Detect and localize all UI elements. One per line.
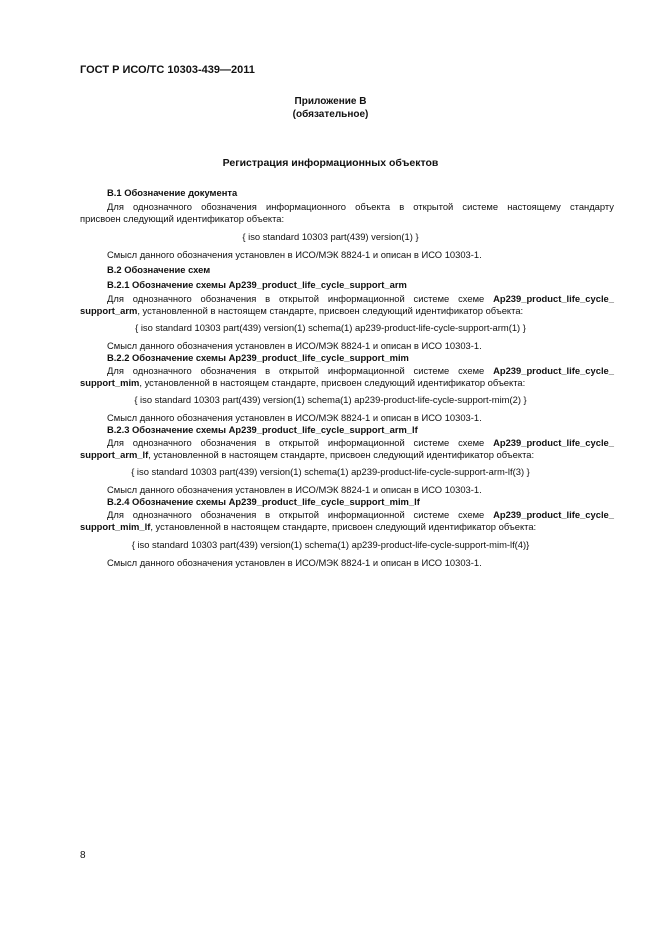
paragraph-b23-line1	[80, 437, 614, 449]
object-identifier-b22: { iso standard 10303 part(439) version(1) schema(1) ap239-product-life-cycle-support-mim(2) }	[134, 394, 527, 405]
schema-name: Ap239_product_life_cycle_	[493, 437, 614, 448]
paragraph-text: , установленной в настоящем стандарте, присвоен следующий идентификатор объекта:	[150, 521, 537, 532]
meaning-note-b24: Смысл данного обозначения установлен в ИСО/МЭК 8824-1 и описан в ИСО 10303-1.	[107, 557, 482, 568]
schema-name: support_mim	[80, 377, 140, 388]
paragraph-b22-line2	[80, 377, 525, 389]
object-identifier-b1: { iso standard 10303 part(439) version(1) }	[242, 231, 419, 242]
paragraph-b24-line2	[80, 521, 536, 533]
document-header: ГОСТ Р ИСО/ТС 10303-439—2011	[80, 64, 255, 76]
paragraph-b22-line1	[80, 365, 614, 377]
section-heading-b22: В.2.2 Обозначение схемы Ap239_product_life_cycle_support_mim	[107, 352, 409, 363]
paragraph-text: Для однозначного обозначения в открытой информационной системе схеме	[107, 437, 485, 448]
meaning-note-b23: Смысл данного обозначения установлен в ИСО/МЭК 8824-1 и описан в ИСО 10303-1.	[107, 484, 482, 495]
paragraph-b24-line1	[80, 509, 614, 521]
paragraph-b21-line1	[80, 293, 614, 305]
annex-subtitle: (обязательное)	[292, 109, 369, 120]
section-heading-b23: В.2.3 Обозначение схемы Ap239_product_life_cycle_support_arm_lf	[107, 424, 418, 435]
schema-name: Ap239_product_life_cycle_	[493, 365, 614, 376]
paragraph-text: Для однозначного обозначения в открытой информационной системе схеме	[107, 509, 485, 520]
paragraph-b21-line2	[80, 305, 523, 317]
paragraph-b23-line2	[80, 449, 534, 461]
object-identifier-b21: { iso standard 10303 part(439) version(1) schema(1) ap239-product-life-cycle-support-arm(1) }	[135, 322, 526, 333]
meaning-note-b22: Смысл данного обозначения установлен в ИСО/МЭК 8824-1 и описан в ИСО 10303-1.	[107, 412, 482, 423]
paragraph-text: Для однозначного обозначения в открытой информационной системе схеме	[107, 293, 485, 304]
meaning-note-b1: Смысл данного обозначения установлен в ИСО/МЭК 8824-1 и описан в ИСО 10303-1.	[107, 249, 482, 260]
paragraph-text: , установленной в настоящем стандарте, присвоен следующий идентификатор объекта:	[139, 377, 526, 388]
schema-name: Ap239_product_life_cycle_	[493, 293, 614, 304]
section-heading-b21: В.2.1 Обозначение схемы Ap239_product_life_cycle_support_arm	[107, 279, 407, 290]
object-identifier-b23: { iso standard 10303 part(439) version(1) schema(1) ap239-product-life-cycle-support-arm-lf(3) }	[131, 466, 530, 477]
schema-name: support_arm_lf	[80, 449, 149, 460]
paragraph-text: , установленной в настоящем стандарте, присвоен следующий идентификатор объекта:	[148, 449, 535, 460]
section-heading-b24: В.2.4 Обозначение схемы Ap239_product_life_cycle_support_mim_lf	[107, 496, 420, 507]
schema-name: support_mim_lf	[80, 521, 151, 532]
meaning-note-b21: Смысл данного обозначения установлен в ИСО/МЭК 8824-1 и описан в ИСО 10303-1.	[107, 340, 482, 351]
page-number: 8	[80, 850, 86, 861]
annex-title: Приложение В	[294, 96, 367, 107]
paragraph-b1-line1: Для однозначного обозначения информационного объекта в открытой системе настоящему стандарту	[107, 201, 614, 212]
page-title: Регистрация информационных объектов	[222, 157, 439, 169]
object-identifier-b24: { iso standard 10303 part(439) version(1) schema(1) ap239-product-life-cycle-support-mim-lf(4)}	[131, 539, 530, 550]
paragraph-text: Для однозначного обозначения в открытой информационной системе схеме	[107, 365, 485, 376]
schema-name: Ap239_product_life_cycle_	[493, 509, 614, 520]
section-heading-b2: В.2 Обозначение схем	[107, 264, 211, 275]
section-heading-b1: В.1 Обозначение документа	[107, 187, 238, 198]
paragraph-b1-line2: присвоен следующий идентификатор объекта:	[80, 213, 285, 224]
paragraph-text: , установленной в настоящем стандарте, присвоен следующий идентификатор объекта:	[137, 305, 524, 316]
schema-name: support_arm	[80, 305, 138, 316]
